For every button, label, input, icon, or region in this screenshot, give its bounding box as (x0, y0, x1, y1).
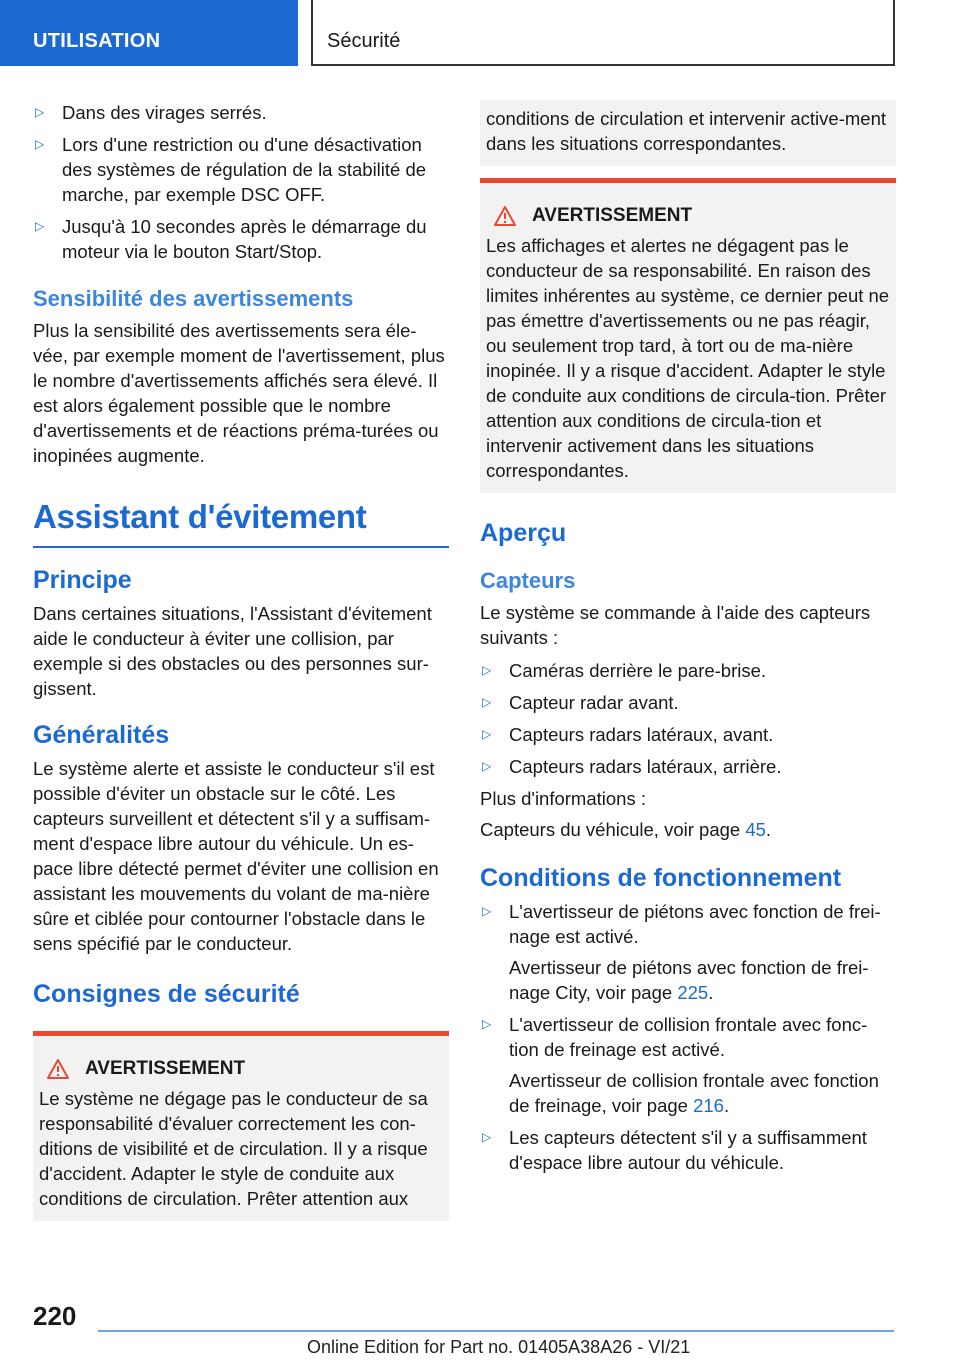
generalites-text: Le système alerte et assiste le conducteur s'il est possible d'éviter un obstacle sur le côté. Les capteurs surveillent et détectent s'il y a suffisam-ment d'espace libre autour du véhicule. Un es-pace libre détecté permet d'éviter une collision en assistant les mouvements du volant de ma-nière sûre et ciblée pour contourner l'obstacle dans le sens spécifié par le conducteur. (33, 758, 439, 954)
triangle-bullet-icon: ▷ (35, 105, 45, 119)
list-item: ▷ Caméras derrière le pare-brise. (482, 660, 767, 681)
capteurs-reference: Capteurs du véhicule, voir page 45. (480, 819, 772, 840)
warning-box (480, 178, 896, 493)
capteurs-text: Le système se commande à l'aide des capteurs suivants : (480, 602, 871, 648)
chapter-tab (311, 0, 895, 66)
triangle-bullet-icon: ▷ (482, 904, 492, 918)
plus-info-text: Plus d'informations : (480, 788, 646, 809)
triangle-bullet-icon: ▷ (482, 1017, 492, 1031)
section-tab (0, 0, 298, 66)
principe-heading: Principe (33, 566, 132, 594)
warning-box (33, 1031, 449, 1221)
capteurs-heading: Capteurs (480, 568, 576, 593)
warning-box-continued (480, 100, 896, 166)
warning-title: AVERTISSEMENT (39, 1058, 443, 1080)
footer-divider (98, 1330, 894, 1332)
page-title: Assistant d'évitement (33, 498, 449, 548)
warning-text: Les affichages et alertes ne dégagent pas le conducteur de sa responsabilité. En raison des limites inhérentes au système, ce dernier peut ne pas émettre d'avertissements ou ne pas réagir, ou seulement trop tard, à tort ou de ma-nière inopinée. Il y a risque d'accident. Adapter le style de conduite aux conditions de circula-tion. Prêter attention aux conditions de circula-tion et intervenir activement dans les situations correspondantes. (486, 235, 890, 481)
list-item: ▷ Dans des virages serrés. (35, 102, 267, 123)
warning-text: Le système ne dégage pas le conducteur de sa responsabilité d'évaluer correctement les con-ditions de visibilité et de circulation. Il y a risque d'accident. Adapter le style de conduite aux conditions de circulation. Prêter attention aux (39, 1088, 428, 1209)
list-item: ▷ Lors d'une restriction ou d'une désactivation des systèmes de régulation de la stabilité de marche, par exemple DSC OFF. (35, 134, 427, 205)
section-title: UTILISATION (33, 30, 161, 52)
warning-triangle-icon (494, 206, 516, 226)
apercu-heading: Aperçu (480, 519, 567, 547)
page-number: 220 (33, 1301, 77, 1331)
principe-text: Dans certaines situations, l'Assistant d'évitement aide le conducteur à éviter une collision, par exemple si des obstacles ou des personnes sur-gissent. (33, 603, 432, 699)
warning-title: AVERTISSEMENT (486, 205, 890, 227)
left-column (33, 100, 449, 1243)
list-item: ▷ Capteurs radars latéraux, avant. (482, 724, 774, 745)
chapter-title: Sécurité (327, 30, 401, 52)
warning-cont-text: conditions de circulation et intervenir active-ment dans les situations correspondantes. (486, 108, 886, 154)
list-item: ▷ Capteur radar avant. (482, 692, 679, 713)
triangle-bullet-icon: ▷ (482, 695, 492, 709)
footer-edition: Online Edition for Part no. 01405A38A26 - VI/21 (307, 1337, 691, 1357)
list-item: ▷ Les capteurs détectent s'il y a suffisamment d'espace libre autour du véhicule. (482, 1127, 867, 1173)
consignes-heading: Consignes de sécurité (33, 980, 300, 1008)
page-link[interactable]: 225 (677, 982, 709, 1003)
triangle-bullet-icon: ▷ (35, 219, 45, 233)
list-item: ▷ L'avertisseur de piétons avec fonction de frei-nage est activé. Avertisseur de piétons avec fonction de frei-nage City, voir page 225. (480, 899, 896, 1005)
triangle-bullet-icon: ▷ (35, 137, 45, 151)
page-link[interactable]: 45 (745, 819, 766, 840)
triangle-bullet-icon: ▷ (482, 759, 492, 773)
right-column (480, 100, 896, 1182)
list-item-reference: Avertisseur de collision frontale avec fonction de freinage, voir page 216. (509, 1070, 879, 1116)
generalites-heading: Généralités (33, 721, 170, 749)
list-item-reference: Avertisseur de piétons avec fonction de frei-nage City, voir page 225. (509, 957, 869, 1003)
sensibilite-heading: Sensibilité des avertissements (33, 286, 354, 311)
sensibilite-text: Plus la sensibilité des avertissements sera éle-vée, par exemple moment de l'avertissement, plus le nombre d'avertissements affichés sera élevé. Il est alors également possible que le nombre d'avertissements et de réactions préma-turées ou inopinées augmente. (33, 320, 445, 466)
list-item: ▷ L'avertisseur de collision frontale avec fonc-tion de freinage est activé. Avertisseur de collision frontale avec fonction de freinage, voir page 216. (480, 1012, 896, 1118)
warning-triangle-icon (47, 1059, 69, 1079)
list-item: ▷ Jusqu'à 10 secondes après le démarrage du moteur via le bouton Start/Stop. (35, 216, 427, 262)
list-item: ▷ Capteurs radars latéraux, arrière. (482, 756, 782, 777)
triangle-bullet-icon: ▷ (482, 663, 492, 677)
triangle-bullet-icon: ▷ (482, 1130, 492, 1144)
triangle-bullet-icon: ▷ (482, 727, 492, 741)
conditions-heading: Conditions de fonctionnement (480, 864, 842, 892)
page-link[interactable]: 216 (693, 1095, 724, 1116)
